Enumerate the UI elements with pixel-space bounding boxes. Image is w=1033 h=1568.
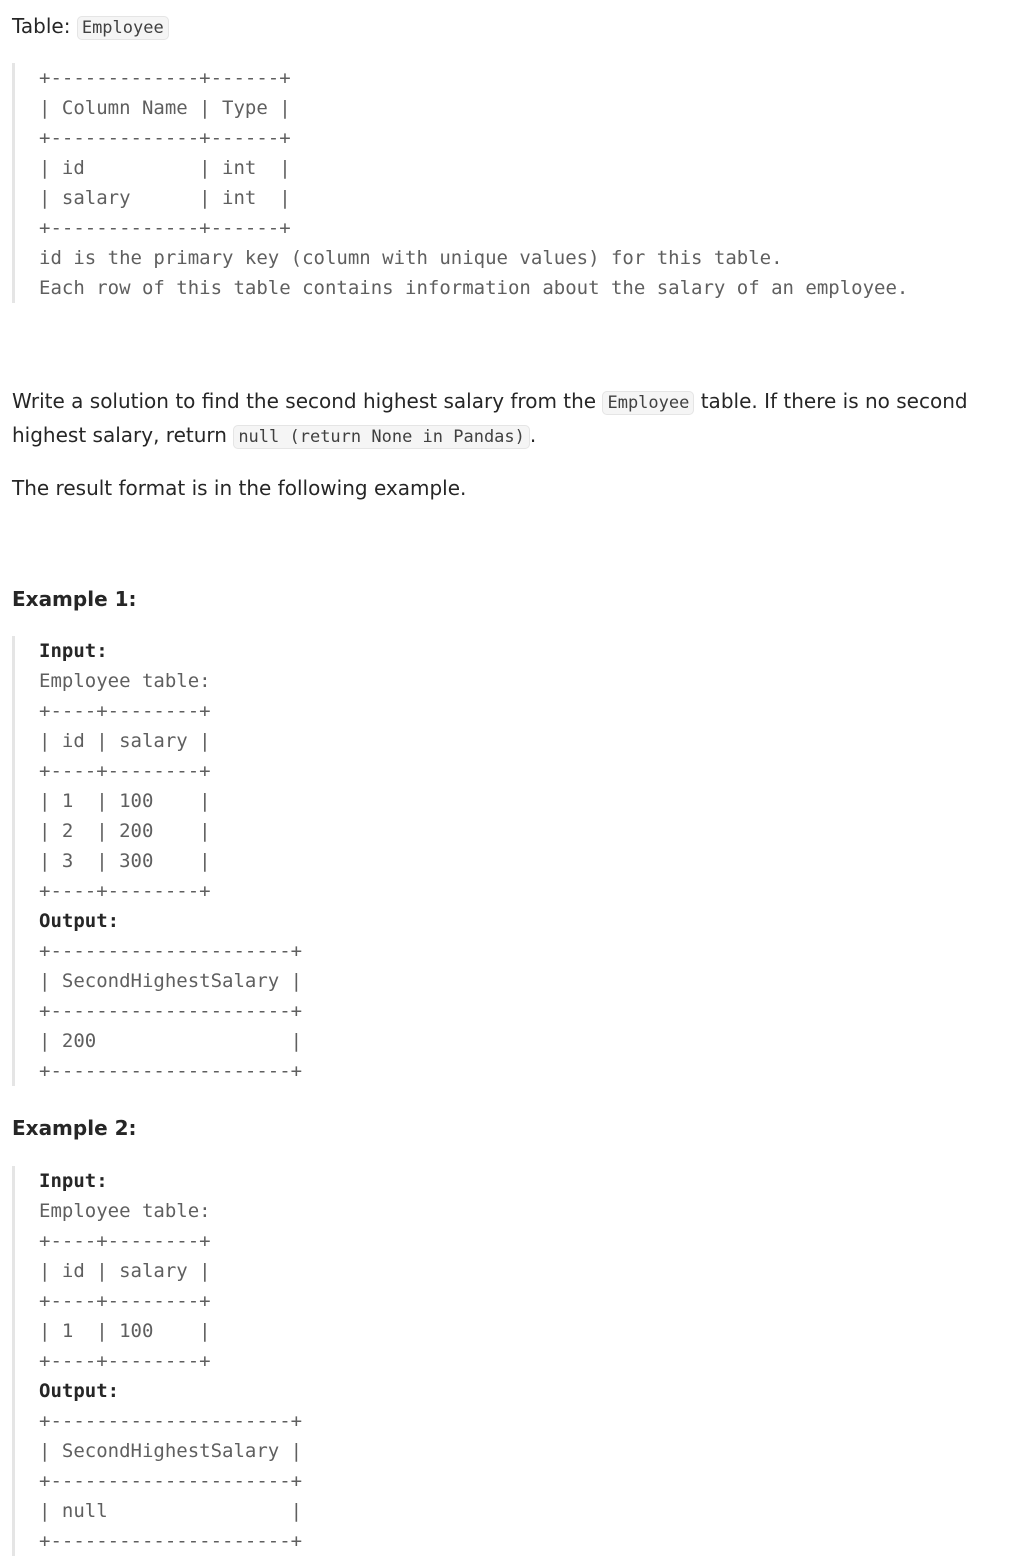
example-2-output-code: +---------------------+ | SecondHighestSalary | +---------------------+ | null | +---------------------+ bbox=[39, 1410, 303, 1552]
example-2-input-code: Employee table: +----+--------+ | id | salary | +----+--------+ | 1 | 100 | +----+--------+ bbox=[39, 1200, 211, 1372]
example-2-output-label: Output: bbox=[39, 1380, 120, 1402]
table-caption bbox=[12, 11, 169, 43]
example-1-block bbox=[12, 636, 302, 1086]
example-1-input-label: Input: bbox=[39, 640, 108, 662]
result-format-text: The result format is in the following example. bbox=[12, 476, 467, 500]
example-1-output-code: +---------------------+ | SecondHighestSalary | +---------------------+ | 200 | +---------------------+ bbox=[39, 940, 303, 1082]
example-2-input-label: Input: bbox=[39, 1170, 108, 1192]
schema-code: +-------------+------+ | Column Name | Type | +-------------+------+ | id | int | | salary | int | +-------------+------+ id is the primary key (column with unique values) for this table. Each row of this table contains information about the salary of an employee. bbox=[39, 67, 909, 299]
example-2-block bbox=[12, 1166, 302, 1556]
table-name-code: Employee bbox=[77, 16, 169, 40]
problem-text-3: . bbox=[529, 423, 537, 447]
example-1-title: Example 1: bbox=[12, 587, 137, 611]
example-1-input-code: Employee table: +----+--------+ | id | salary | +----+--------+ | 1 | 100 | | 2 | 200 | | 3 | 300 | +----+--------+ bbox=[39, 670, 211, 902]
schema-block bbox=[12, 63, 908, 303]
null-return-code: null (return None in Pandas) bbox=[233, 425, 530, 449]
problem-text-2: table. If there is no second highest salary, return bbox=[12, 389, 968, 447]
problem-text-1: Write a solution to find the second highest salary from the bbox=[12, 389, 603, 413]
example-2-title: Example 2: bbox=[12, 1116, 137, 1140]
employee-table-code: Employee bbox=[602, 391, 694, 415]
example-1-output-label: Output: bbox=[39, 910, 120, 932]
problem-statement bbox=[12, 385, 1012, 453]
table-caption-prefix: Table: bbox=[12, 14, 77, 38]
